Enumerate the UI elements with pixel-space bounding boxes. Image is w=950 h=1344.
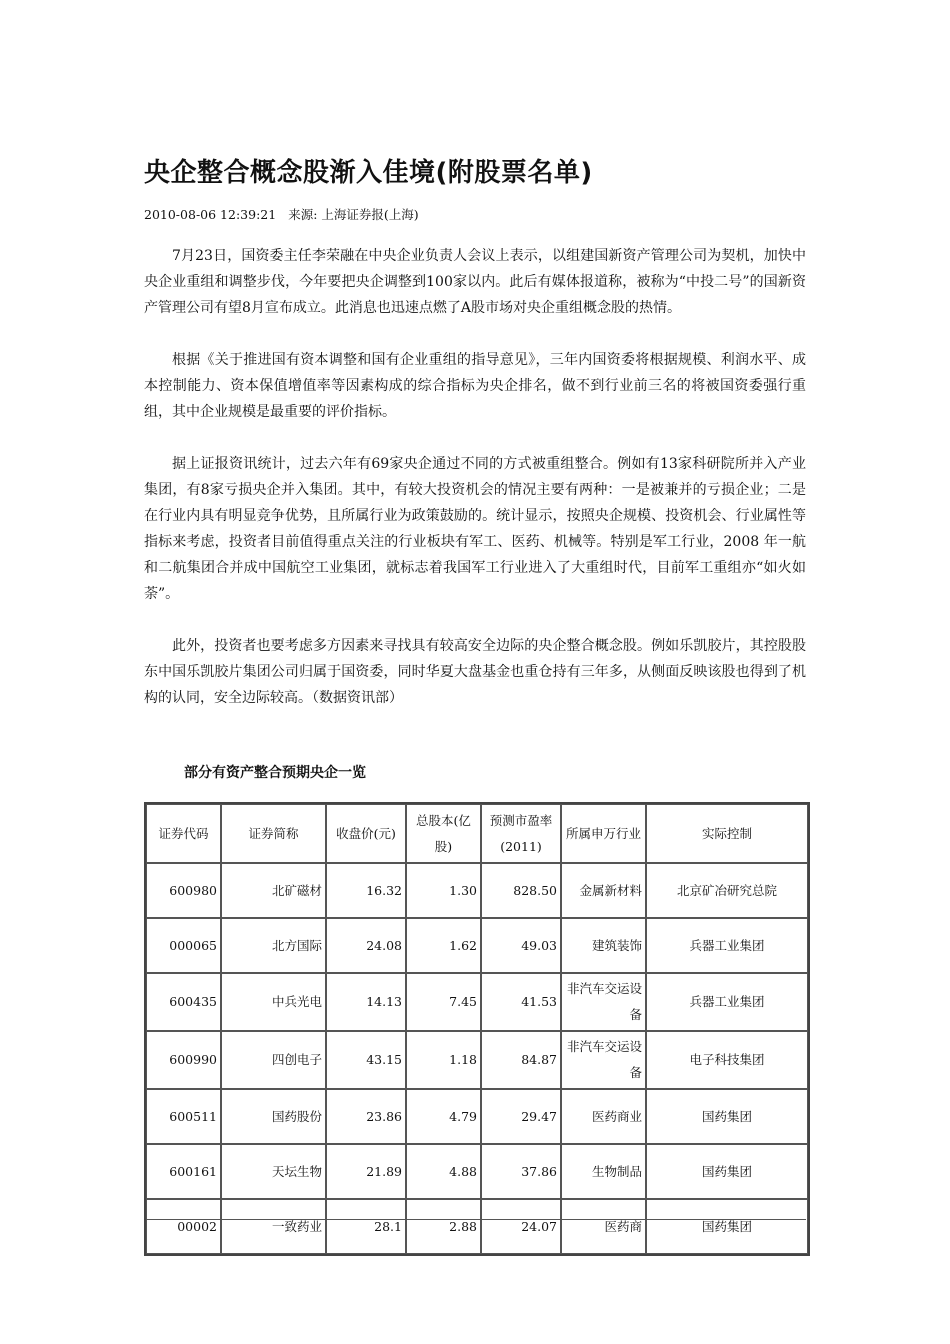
cell-shares: 1.62 [406, 918, 481, 973]
table-row [146, 1199, 808, 1254]
cell-name: 一致药业 [221, 1199, 326, 1254]
cell-controller: 国药集团 [646, 1199, 808, 1254]
cell-price: 16.32 [326, 863, 406, 918]
cell-shares: 2.88 [406, 1199, 481, 1254]
cell-price: 21.89 [326, 1144, 406, 1199]
table-row [146, 1089, 808, 1144]
cell-name: 北方国际 [221, 918, 326, 973]
cell-controller: 国药集团 [646, 1144, 808, 1199]
header-price: 收盘价(元) [326, 804, 406, 863]
cell-controller: 兵器工业集团 [646, 973, 808, 1031]
table-header-row [146, 804, 808, 863]
cell-name: 国药股份 [221, 1089, 326, 1144]
cell-industry: 生物制品 [561, 1144, 646, 1199]
cell-price: 28.1 [326, 1199, 406, 1254]
cell-shares: 1.30 [406, 863, 481, 918]
cell-controller: 兵器工业集团 [646, 918, 808, 973]
cell-shares: 1.18 [406, 1031, 481, 1089]
cell-code: 600435 [146, 973, 221, 1031]
table-row [146, 973, 808, 1031]
table-row [146, 1031, 808, 1089]
cell-code: 000065 [146, 918, 221, 973]
cell-code: 600980 [146, 863, 221, 918]
cell-pe: 29.47 [481, 1089, 561, 1144]
stock-table [144, 802, 810, 1256]
header-name: 证券简称 [221, 804, 326, 863]
cell-code: 00002 [146, 1199, 221, 1254]
cell-shares: 4.88 [406, 1144, 481, 1199]
table-row [146, 863, 808, 918]
cell-shares: 4.79 [406, 1089, 481, 1144]
cell-controller: 电子科技集团 [646, 1031, 808, 1089]
cell-pe: 828.50 [481, 863, 561, 918]
cell-name: 北矿磁材 [221, 863, 326, 918]
cell-pe: 41.53 [481, 973, 561, 1031]
cell-industry: 金属新材料 [561, 863, 646, 918]
cell-pe: 37.86 [481, 1144, 561, 1199]
header-industry: 所属申万行业 [561, 804, 646, 863]
paragraph: 根据《关于推进国有资本调整和国有企业重组的指导意见》，三年内国资委将根据规模、利润水平、成本控制能力、资本保值增值率等因素构成的综合指标为央企排名，做不到行业前三名的将被国资委强行重组，其中企业规模是最重要的评价指标。 [144, 352, 806, 420]
header-pe: 预测市盈率(2011) [481, 804, 561, 863]
stock-table-container [144, 802, 806, 1234]
paragraph: 据上证报资讯统计，过去六年有69家央企通过不同的方式被重组整合。例如有13家科研院所并入产业集团，有8家亏损央企并入集团。其中，有较大投资机会的情况主要有两种：一是被兼并的亏损企业；二是在行业内具有明显竞争优势，且所属行业为政策鼓励的。统计显示，按照央企规模、投资机会、行业属性等指标来考虑，投资者目前值得重点关注的行业板块有军工、医药、机械等。特别是军工行业，2008 年一航和二航集团合并成中国航空工业集团，就标志着我国军工行业进入了大重组时代，目前军工重组亦“如火如荼”。 [144, 456, 806, 602]
cell-industry: 建筑装饰 [561, 918, 646, 973]
cell-name: 中兵光电 [221, 973, 326, 1031]
cell-name: 四创电子 [221, 1031, 326, 1089]
cell-industry: 非汽车交运设备 [561, 973, 646, 1031]
table-row [146, 1144, 808, 1199]
cell-controller: 国药集团 [646, 1089, 808, 1144]
cell-price: 24.08 [326, 918, 406, 973]
cell-industry: 医药商业 [561, 1089, 646, 1144]
cell-price: 14.13 [326, 973, 406, 1031]
cell-price: 23.86 [326, 1089, 406, 1144]
cell-controller: 北京矿冶研究总院 [646, 863, 808, 918]
cell-code: 600161 [146, 1144, 221, 1199]
table-title: 部分有资产整合预期央企一览 [184, 765, 366, 781]
article-meta [144, 205, 419, 223]
article-source: 来源: 上海证券报(上海) [288, 207, 419, 222]
cell-code: 600511 [146, 1089, 221, 1144]
cell-pe: 24.07 [481, 1199, 561, 1254]
cell-pe: 84.87 [481, 1031, 561, 1089]
cell-industry: 非汽车交运设备 [561, 1031, 646, 1089]
table-row [146, 918, 808, 973]
paragraph: 此外，投资者也要考虑多方因素来寻找具有较高安全边际的央企整合概念股。例如乐凯胶片，其控股股东中国乐凯胶片集团公司归属于国资委，同时华夏大盘基金也重仓持有三年多，从侧面反映该股也得到了机构的认同，安全边际较高。（数据资讯部） [144, 638, 806, 706]
header-controller: 实际控制 [646, 804, 808, 863]
article-title: 央企整合概念股渐入佳境(附股票名单) [144, 158, 593, 188]
cell-shares: 7.45 [406, 973, 481, 1031]
article-body [144, 243, 806, 737]
header-shares: 总股本(亿股) [406, 804, 481, 863]
cell-industry: 医药商 [561, 1199, 646, 1254]
article-date: 2010-08-06 12:39:21 [144, 207, 277, 222]
paragraph: 7月23日，国资委主任李荣融在中央企业负责人会议上表示，以组建国新资产管理公司为契机，加快中央企业重组和调整步伐，今年要把央企调整到100家以内。此后有媒体报道称，被称为“中投二号”的国新资产管理公司有望8月宣布成立。此消息也迅速点燃了A股市场对央企重组概念股的热情。 [144, 248, 806, 316]
cell-pe: 49.03 [481, 918, 561, 973]
cell-name: 天坛生物 [221, 1144, 326, 1199]
cell-price: 43.15 [326, 1031, 406, 1089]
header-code: 证券代码 [146, 804, 221, 863]
cell-code: 600990 [146, 1031, 221, 1089]
